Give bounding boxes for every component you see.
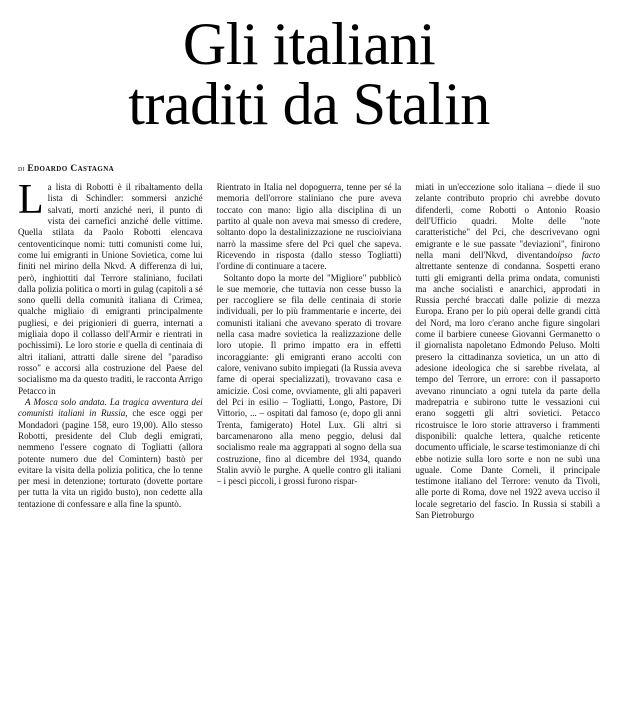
paragraph-text: miati in un'eccezione solo italiana – diede il suo zelante contributo proprio chi avrebbe dovuto difenderli, come Robotti o Antonio Roasio dell'Ufficio quadri. Molte delle "note caratteristiche" del Pci, che descrivevano ogni emigrante e le sue passate "deviazioni", finirono nella mani dell'Nkvd, diventando [415,182,601,260]
headline-line-2: traditi da Stalin [128,70,490,137]
book-title: A Mosca solo andata. La tragica avventura dei comunisti italiani in Russia, [18,396,203,419]
paragraph-text: che esce oggi per Mondadori (pagine 158, euro 19,00). Allo stesso Robotti, presidente del Club degli emigrati, nemmeno l'essere cognato di Togliatti (allora potente numero due del Comintern) bastò per evitare la visita della polizia politica, che lo tenne per mesi in detenzione; torturato (dovette portare per tutta la vita un rigido busto), non cedette alla tentazione di confessare e alla fine la spuntò. [18,408,203,509]
byline [18,163,618,174]
article-column-2 [217,182,402,708]
paragraph: Rientrato in Italia nel dopoguerra, tenne per sé la memoria dell'orrore staliniano che pure aveva toccato con mano: ligio alla disciplina di un partito al quale non aveva mai smesso di credere, soltanto dopo la destalinizzazione ne ruscioiviana narrò la massime sfere del Pci quel che sapeva. Ricevendo in risposta (dallo stesso Togliatti) l'ordine di continuare a tacere. [216,182,402,272]
latin-phrase: ipso facto [557,249,601,260]
paragraph-text: a lista di Robotti è il ribaltamento della lista di Schindler: sommersi anziché salvati, morti anziché neri, il punto di vista dei carnefici anziché delle vittime. Quella stilata da Paolo Robotti elencava centoventicinque nomi: tutti comunisti come lui, come lui emigranti in Unione Sovietica, come lui finiti nel mirino della Nkvd. A differenza di lui, però, inghiottiti dal Terrore staliniano, fucilati dalla polizia politica o morti in gulag (capitoli a sé sono quelli della comunità italiana di Crimea, qualche migliaio di emigranti principalmente pugliesi, e dei prigionieri di guerra, internati a migliaia dopo il collasso dell'Armir e rientrati in pochissimi). Le loro storie e quella di centinaia di altri italiani, attratti dalle sirene del "paradiso rosso" e accorsi alla costruzione del Paese del socialismo ma da questo traditi, le racconta Arrigo Petacco in [18,182,203,396]
article-columns [18,182,600,708]
paragraph: Soltanto dopo la morte del "Migliore" pubblicò le sue memorie, che tuttavia non cesse busso la per raccogliere se fila delle centinaia di storie individuali, per lo più frammentarie e incerte, dei comunisti italiani che avevano sperato di trovare nella casa madre sovietica la realizzazione delle loro utopie. Il primo impatto era in effetti incoraggiante: gli emigranti erano accolti con calore, venivano subito impiegati (la Russia aveva fame di operai specializzati), trovavano casa e amicizie. Così come, ovviamente, gli alti papaveri del Pci in esilio – Togliatti, Longo, Pastore, Di Vittorio, ... – ospitati dal famoso (e, dopo gli anni Trenta, famigerato) Hotel Lux. Gli altri si barcamenarono alla meno peggio, delusi dal socialismo reale ma aggrappati al sogno della sua costruzione, fino al dicembre del 1934, quando Stalin avviò le purghe. A quelle contro gli italiani – i pesci piccoli, i grossi furono rispar- [216,272,402,487]
paragraph [18,397,203,510]
byline-author: Edoardo Castagna [27,164,115,175]
article-column-1 [18,182,203,708]
byline-prefix: di [18,163,25,174]
article-column-3 [415,182,600,708]
paragraph-text-continued: altrettante sentenze di condanna. Sospetti erano tutti gli emigranti della prima ondata, comunisti ma anche socialisti e anarchici, approdati in Russia perché braccati dalle polizie di mezza Europa. Erano per lo più operai delle grandi città del Nord, ma loro c'erano anche figure singolari come il barbiere cuneese Giovanni Germanetto o il giornalista napoletano Edmondo Peluso. Molti presero la cittadinanza sovietica, un un atto di adesione ideologica che si sarebbe rivelata, al tempo del Terrore, un errore: con il passaporto avevano rinunciato a ogni tutela da parte della madrepatria e subirono tutte le vessazioni cui erano soggetti gli altri sovietici. Petacco ricostruisce le loro storie attraverso i frammenti disponibili: qualche lettera, qualche reticente documento ufficiale, le scarse testimonianze di chi ebbe notizie sulla loro sorte e non ne subì una uguale. Come Dante Corneli, il principale testimone italiano del Terrore: venuto da Tivoli, alle porte di Roma, dove nel 1922 aveva ucciso il locale segretario del fascio. In Russia si stabilì a San Pietroburgo [415,261,601,521]
paragraph [415,182,600,521]
headline-line-1: Gli italiani [182,11,436,77]
paragraph [18,182,203,397]
page-title [0,0,618,137]
drop-cap: L [18,182,44,223]
